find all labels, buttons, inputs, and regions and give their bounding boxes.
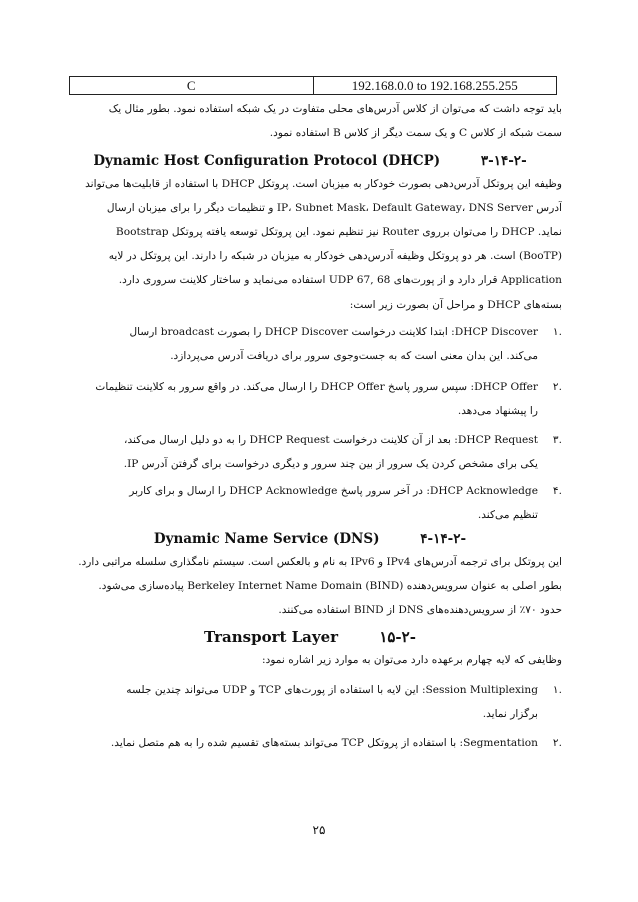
dns-heading bbox=[64, 528, 562, 550]
list-item bbox=[64, 678, 562, 726]
list-marker: .۱ bbox=[552, 684, 562, 696]
list-marker: .۲ bbox=[552, 737, 562, 749]
dhcp-para-line-5: Application قرار دارد و از پورت‌های UDP 67, 68 استفاده می‌نماید و ساختار کلاینت سروری دارد. bbox=[118, 274, 562, 286]
dhcp-para-line-1: وظیفه این پروتکل آدرس‌دهی بصورت خودکار به میزبان است. پروتکل DHCP با استفاده از قابلیت‌ها می‌تواند bbox=[85, 178, 562, 190]
transport-section-number: -۱۵-۲ bbox=[379, 628, 416, 646]
dhcp-para-line-3: نماید. DHCP را می‌توان برروی Router نیز تنظیم نمود. این پروتکل توسعه یافته پروتکل Bootstrap bbox=[115, 226, 562, 238]
list-item-line-2: یکی برای مشخص کردن یک سرور از بین چند سرور و دیگری درخواست برای گرفتن آدرس IP. bbox=[123, 458, 538, 470]
list-item-line-2: برگزار نماید. bbox=[482, 708, 538, 720]
list-item-line-1: DHCP Discover: ابتدا کلاینت درخواست DHCP Discover را بصورت broadcast ارسال bbox=[129, 326, 538, 338]
list-marker: .۳ bbox=[552, 434, 562, 446]
dns-para-line-3: حدود ۷۰٪ از سرویس‌دهنده‌های DNS از BIND استفاده می‌کنند. bbox=[278, 604, 562, 616]
list-item-line-1: DHCP Acknowledge: در آخر سرور پاسخ DHCP Acknowledge را ارسال و برای کاربر bbox=[129, 485, 538, 497]
list-marker: .۴ bbox=[552, 485, 562, 497]
list-item bbox=[64, 375, 562, 423]
address-class-table bbox=[69, 76, 557, 95]
intro-line-1: باید توجه داشت که می‌توان از کلاس آدرس‌های محلی متفاوت در یک شبکه استفاده نمود. بطور مثال یک bbox=[108, 103, 562, 115]
list-marker: .۱ bbox=[552, 326, 562, 338]
list-item-line-1: DHCP Request: بعد از آن کلاینت درخواست DHCP Request را به دو دلیل ارسال می‌کند، bbox=[124, 434, 538, 446]
list-item-line-1: Segmentation: با استفاده از پروتکل TCP می‌تواند بسته‌های تقسیم شده را به هم متصل نماید. bbox=[110, 737, 538, 749]
dns-section-number: -۴-۱۴-۲ bbox=[420, 531, 467, 547]
list-item-line-2: می‌کند. این بدان معنی است که به جست‌وجوی سرور برای دریافت آدرس می‌پردازد. bbox=[170, 350, 538, 362]
list-item bbox=[64, 731, 562, 755]
dns-para-line-1: این پروتکل برای ترجمه آدرس‌های IPv4 و IPv6 به نام و بالعکس است. سیستم نامگذاری سلسله مراتبی دارد. bbox=[78, 556, 562, 568]
list-item bbox=[64, 428, 562, 476]
dhcp-para-line-4: (BooTP) است. هر دو پروتکل وظیفه آدرس‌دهی خودکار به میزبان در شبکه را دارند. این پروتکل در لایه bbox=[108, 250, 562, 262]
dhcp-section-number: -۳-۱۴-۲ bbox=[480, 153, 527, 169]
transport-section-title: Transport Layer bbox=[204, 628, 339, 646]
dns-para-line-2: بطور اصلی به عنوان سرویس‌دهنده Berkeley Internet Name Domain (BIND) پیاده‌سازی می‌شود. bbox=[98, 580, 562, 592]
list-item-line-1: Session Multiplexing: این لایه با استفاده از پورت‌های TCP و UDP می‌تواند چندین جلسه bbox=[126, 684, 538, 696]
dhcp-section-title: Dynamic Host Configuration Protocol (DHCP) bbox=[93, 153, 441, 169]
dhcp-para-line-2: آدرس IP، Subnet Mask، Default Gateway، DNS Server و تنظیمات دیگر را برای میزبان ارسال bbox=[106, 202, 562, 214]
list-marker: .۲ bbox=[552, 381, 562, 393]
dns-section-title: Dynamic Name Service (DNS) bbox=[153, 531, 380, 547]
list-item bbox=[64, 479, 562, 527]
list-item bbox=[64, 320, 562, 368]
table-cell-range: 192.168.0.0 to 192.168.255.255 bbox=[313, 77, 557, 95]
table-cell-class: C bbox=[70, 77, 314, 95]
dhcp-heading bbox=[64, 150, 562, 172]
transport-para-line-1: وظایفی که لایه چهارم برعهده دارد می‌توان به موارد زیر اشاره نمود: bbox=[262, 654, 562, 666]
list-item-line-2: را پیشنهاد می‌دهد. bbox=[457, 405, 538, 417]
list-item-line-2: تنظیم می‌کند. bbox=[477, 509, 538, 521]
page-number: ۲۵ bbox=[312, 823, 326, 837]
table-row bbox=[70, 77, 557, 95]
intro-line-2: سمت شبکه از کلاس C و یک سمت دیگر از کلاس B استفاده نمود. bbox=[269, 127, 562, 139]
dhcp-para-line-6: بسته‌های DHCP و مراحل آن بصورت زیر است: bbox=[349, 299, 562, 311]
list-item-line-1: DHCP Offer: سپس سرور پاسخ DHCP Offer را ارسال می‌کند. در واقع سرور به کلاینت تنظیمات bbox=[95, 381, 538, 393]
transport-heading bbox=[64, 626, 562, 648]
